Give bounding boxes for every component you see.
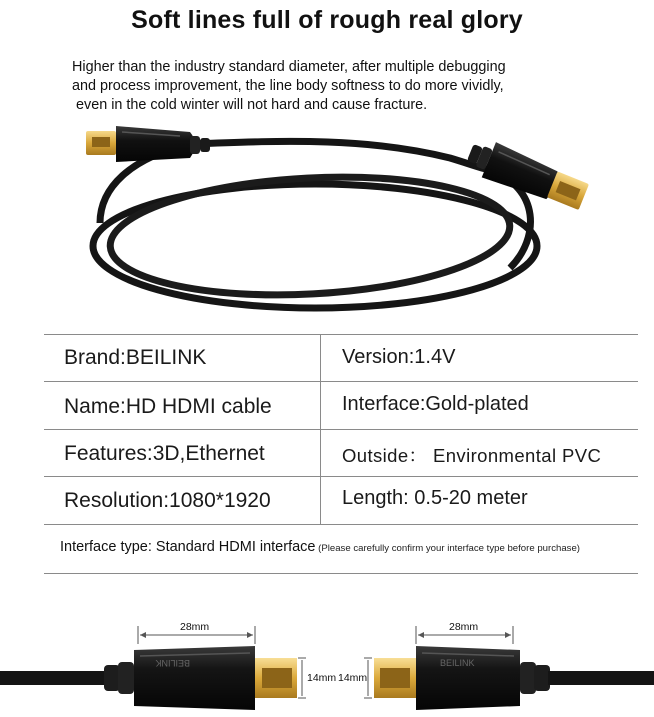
description-line-2: and process improvement, the line body softness to do more vividly, bbox=[72, 78, 504, 94]
spec-outside: Outside： Environmental PVC bbox=[342, 445, 602, 466]
spec-features: Features:3D,Ethernet bbox=[64, 442, 265, 465]
spec-length: Length: 0.5-20 meter bbox=[342, 487, 528, 509]
right-connector bbox=[374, 646, 654, 710]
spec-version: Version:1.4V bbox=[342, 346, 456, 368]
description-line-1: Higher than the industry standard diameter, after multiple debugging bbox=[72, 59, 506, 75]
description-line-3: even in the cold winter will not hard and cause fracture. bbox=[76, 97, 428, 113]
spec-interface: Interface:Gold-plated bbox=[342, 393, 529, 415]
spec-brand: Brand:BEILINK bbox=[64, 346, 207, 369]
left-logo-text: BEILINK bbox=[155, 658, 190, 668]
interface-type-line bbox=[60, 539, 580, 555]
table-divider bbox=[44, 334, 638, 335]
left-connector bbox=[0, 646, 297, 710]
right-height-label: 14mm bbox=[338, 672, 368, 684]
right-width-label: 28mm bbox=[449, 621, 479, 633]
table-divider bbox=[44, 381, 638, 382]
right-logo-text: BEILINK bbox=[440, 658, 475, 668]
product-description bbox=[72, 58, 632, 115]
table-divider bbox=[44, 429, 638, 430]
page-title: Soft lines full of rough real glory bbox=[131, 6, 523, 34]
right-height-dimension bbox=[338, 658, 372, 698]
table-divider bbox=[44, 573, 638, 574]
left-hdmi-plug bbox=[86, 126, 210, 162]
connector-dimension-diagram bbox=[0, 610, 654, 717]
table-divider bbox=[44, 524, 638, 525]
table-divider bbox=[44, 476, 638, 477]
left-height-label: 14mm bbox=[307, 672, 337, 684]
spec-name: Name:HD HDMI cable bbox=[64, 395, 272, 418]
cable-coil-inner bbox=[107, 168, 513, 305]
interface-type-note: (Please carefully confirm your interface type before purchase) bbox=[315, 543, 580, 554]
spec-resolution: Resolution:1080*1920 bbox=[64, 489, 271, 512]
interface-type-label: Interface type: Standard HDMI interface bbox=[60, 539, 316, 555]
left-width-dimension bbox=[138, 621, 255, 644]
left-width-label: 28mm bbox=[180, 621, 210, 633]
hdmi-cable-photo bbox=[70, 118, 600, 328]
table-column-divider bbox=[320, 334, 321, 524]
right-width-dimension bbox=[416, 621, 513, 644]
left-height-dimension bbox=[298, 658, 336, 698]
